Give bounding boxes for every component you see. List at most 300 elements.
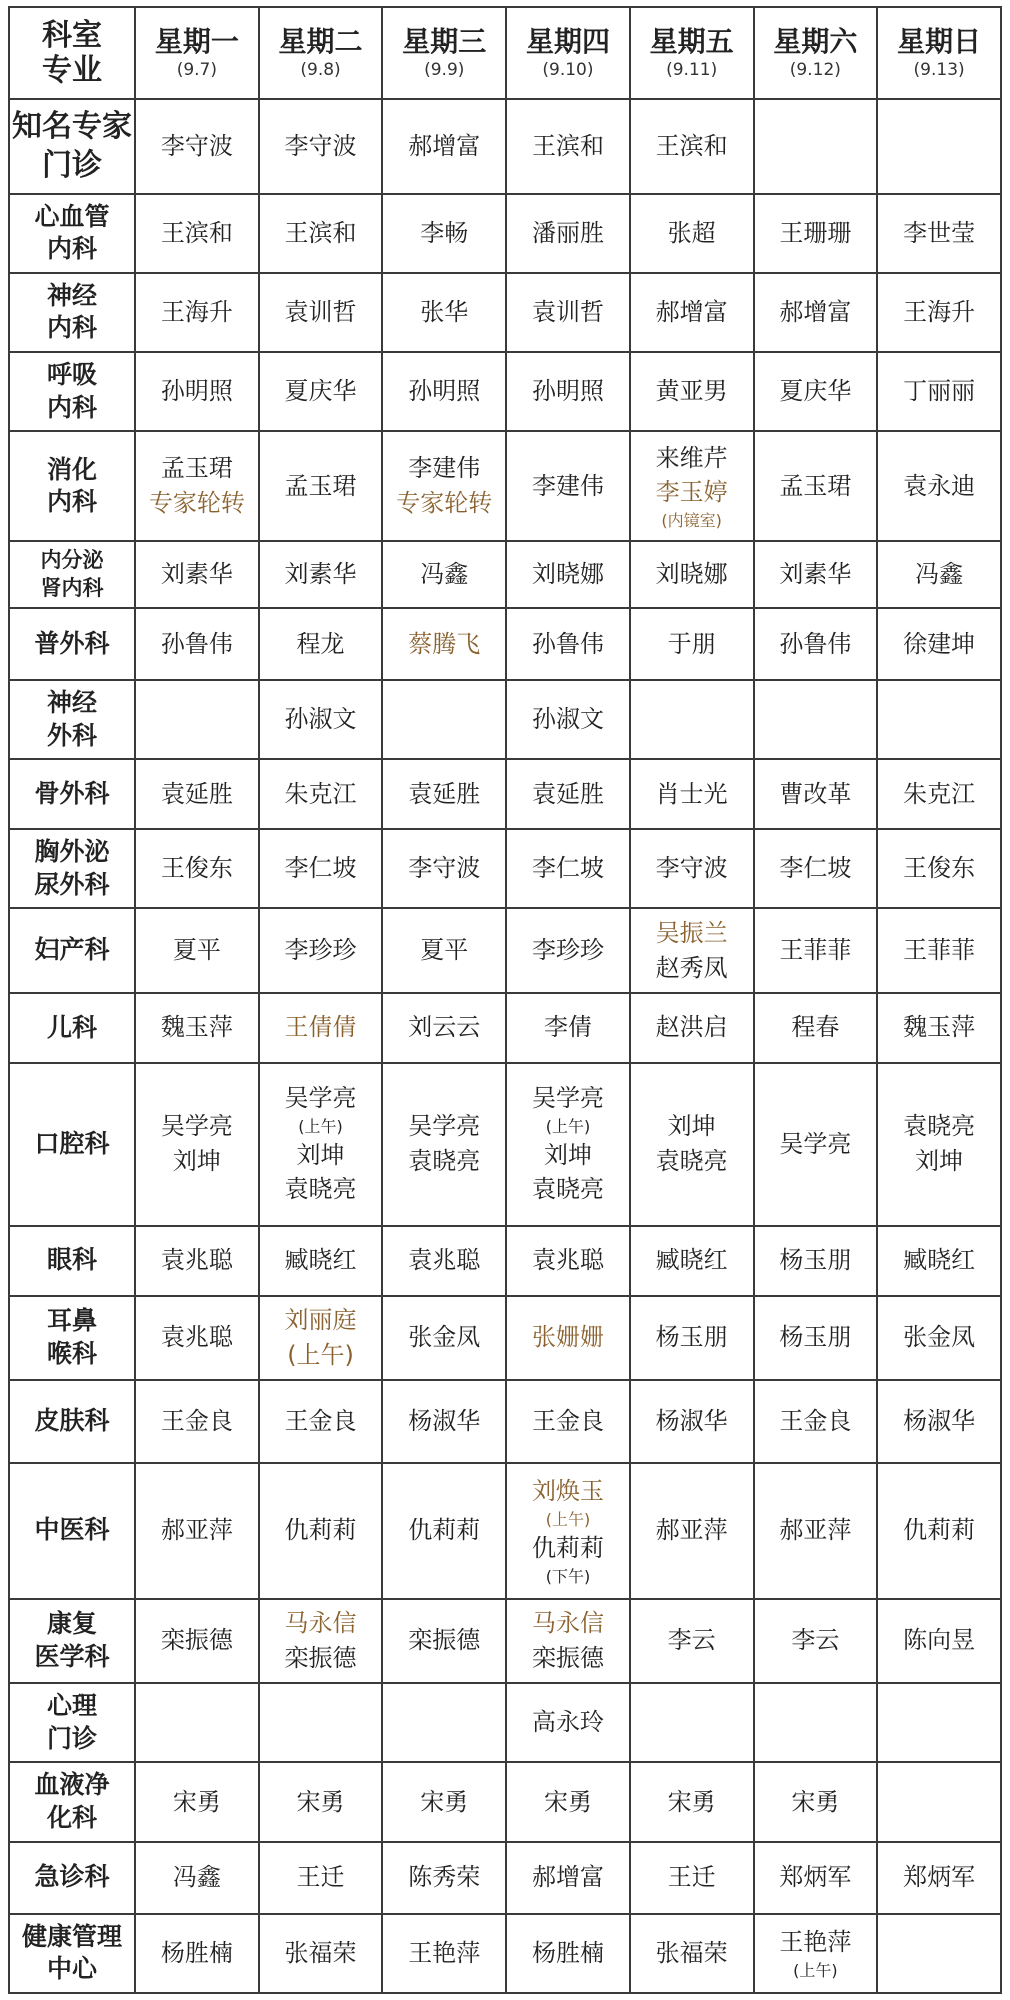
- doctor-name: 孙鲁伟: [779, 629, 852, 658]
- doctor-cell: [754, 829, 878, 908]
- doctor-cell: [506, 1914, 630, 1993]
- department-name: 门诊: [46, 1723, 97, 1753]
- doctor-cell: [630, 352, 754, 431]
- doctor-name: 张姗姗: [531, 1323, 604, 1352]
- doctor-cell: [754, 541, 878, 608]
- doctor-cell: [754, 608, 878, 680]
- doctor-cell: [259, 1380, 383, 1463]
- doctor-cell: [382, 352, 506, 431]
- doctor-cell: [754, 1914, 878, 1993]
- department-cell: [9, 431, 135, 541]
- table-row: [9, 1914, 1001, 1993]
- doctor-cell: [382, 759, 506, 829]
- day-header: [506, 7, 630, 99]
- doctor-name: 李玉婷: [655, 478, 728, 507]
- doctor-name: 吴学亮: [284, 1084, 357, 1113]
- doctor-name: 冯鑫: [915, 560, 964, 589]
- doctor-name: 肖士光: [655, 779, 728, 808]
- doctor-name: 郝增富: [779, 297, 852, 326]
- department-cell: [9, 1842, 135, 1914]
- department-cell: [9, 99, 135, 194]
- doctor-name: 冯鑫: [420, 560, 469, 589]
- doctor-cell: [877, 1914, 1001, 1993]
- department-cell: [9, 1599, 135, 1684]
- doctor-cell: [754, 908, 878, 993]
- doctor-name: 袁晓亮: [531, 1175, 604, 1204]
- doctor-name: 张福荣: [284, 1938, 357, 1967]
- doctor-cell: [877, 99, 1001, 194]
- doctor-cell: [382, 1463, 506, 1599]
- day-label: 星期五: [649, 25, 734, 59]
- doctor-name: 袁训哲: [531, 297, 604, 326]
- doctor-name: 魏玉萍: [903, 1013, 976, 1042]
- doctor-name: 袁兆聪: [160, 1246, 233, 1275]
- doctor-name: 袁晓亮: [903, 1112, 976, 1141]
- doctor-name: 郝亚萍: [779, 1516, 852, 1545]
- day-date: (9.13): [913, 60, 965, 81]
- department-name: 知名专家: [12, 109, 132, 145]
- time-note: (内镜室): [661, 511, 722, 531]
- doctor-name: 臧晓红: [284, 1246, 357, 1275]
- doctor-cell: [135, 1683, 259, 1762]
- table-row: [9, 99, 1001, 194]
- department-cell: [9, 608, 135, 680]
- corner-label-line-1: 科室: [42, 17, 102, 53]
- department-name: 内科: [46, 392, 97, 422]
- doctor-cell: [382, 1296, 506, 1381]
- doctor-name: 宋勇: [172, 1787, 221, 1816]
- day-header: [754, 7, 878, 99]
- department-name: 眼科: [46, 1245, 97, 1275]
- day-label: 星期四: [525, 25, 610, 59]
- doctor-cell: [135, 1842, 259, 1914]
- doctor-cell: [630, 1762, 754, 1841]
- doctor-cell: [506, 680, 630, 759]
- doctor-cell: [382, 908, 506, 993]
- doctor-name: 仇莉莉: [284, 1516, 357, 1545]
- doctor-name: 张华: [420, 297, 469, 326]
- doctor-name: 潘丽胜: [531, 218, 604, 247]
- table-row: [9, 1380, 1001, 1463]
- doctor-cell: [259, 1914, 383, 1993]
- doctor-cell: [877, 1599, 1001, 1684]
- doctor-name: 刘素华: [284, 560, 357, 589]
- doctor-name: 袁延胜: [408, 779, 481, 808]
- doctor-cell: [630, 829, 754, 908]
- doctor-name: 宋勇: [296, 1787, 345, 1816]
- doctor-cell: [754, 1599, 878, 1684]
- day-header: [877, 7, 1001, 99]
- doctor-cell: [382, 1683, 506, 1762]
- doctor-name: 刘云云: [408, 1013, 481, 1042]
- table-row: [9, 1842, 1001, 1914]
- doctor-name: 王金良: [779, 1407, 852, 1436]
- doctor-cell: [506, 541, 630, 608]
- doctor-name: 孙明照: [160, 377, 233, 406]
- doctor-cell: [259, 1762, 383, 1841]
- doctor-cell: [630, 1599, 754, 1684]
- doctor-cell: [877, 680, 1001, 759]
- doctor-cell: [382, 194, 506, 273]
- day-date: (9.10): [542, 60, 594, 81]
- doctor-name: 宋勇: [791, 1787, 840, 1816]
- doctor-name: 臧晓红: [903, 1246, 976, 1275]
- doctor-name: 王滨和: [531, 131, 604, 160]
- doctor-name: 孙明照: [408, 377, 481, 406]
- doctor-name: 刘坤: [543, 1140, 592, 1169]
- doctor-name: 王海升: [160, 297, 233, 326]
- department-cell: [9, 1762, 135, 1841]
- doctor-cell: [135, 99, 259, 194]
- department-name: 门诊: [42, 148, 102, 184]
- table-row: [9, 431, 1001, 541]
- doctor-name: 孙淑文: [531, 705, 604, 734]
- doctor-cell: [630, 1380, 754, 1463]
- department-cell: [9, 1380, 135, 1463]
- doctor-name: 李仁坡: [779, 854, 852, 883]
- doctor-cell: [259, 1463, 383, 1599]
- doctor-cell: [877, 1380, 1001, 1463]
- department-name: 内科: [46, 313, 97, 343]
- doctor-name: 袁兆聪: [531, 1246, 604, 1275]
- doctor-name: 李畅: [420, 218, 469, 247]
- doctor-name: 王金良: [531, 1407, 604, 1436]
- doctor-cell: [259, 759, 383, 829]
- doctor-name: 李云: [791, 1626, 840, 1655]
- doctor-cell: [506, 352, 630, 431]
- doctor-cell: [630, 908, 754, 993]
- department-name: 消化: [46, 454, 97, 484]
- doctor-cell: [135, 1463, 259, 1599]
- doctor-name: 杨玉朋: [655, 1323, 728, 1352]
- department-name: 骨外科: [34, 779, 110, 809]
- doctor-cell: [382, 1380, 506, 1463]
- doctor-cell: [506, 194, 630, 273]
- doctor-cell: [259, 993, 383, 1063]
- doctor-cell: [506, 273, 630, 352]
- doctor-name: 马永信: [284, 1609, 357, 1638]
- doctor-name: 李珍珍: [531, 936, 604, 965]
- doctor-cell: [877, 1842, 1001, 1914]
- doctor-name: 曹改革: [779, 779, 852, 808]
- doctor-name: 专家轮转: [148, 489, 245, 518]
- doctor-cell: [630, 99, 754, 194]
- department-name: 血液净: [34, 1770, 110, 1800]
- doctor-cell: [135, 1762, 259, 1841]
- doctor-name: 臧晓红: [655, 1246, 728, 1275]
- doctor-name: 王俊东: [160, 854, 233, 883]
- doctor-cell: [506, 1063, 630, 1226]
- doctor-name: 刘坤: [667, 1112, 716, 1141]
- doctor-cell: [259, 194, 383, 273]
- department-name: 心血管: [34, 201, 110, 231]
- day-header: [259, 7, 383, 99]
- doctor-cell: [135, 273, 259, 352]
- doctor-name: 杨淑华: [408, 1407, 481, 1436]
- department-name: 内分泌: [40, 548, 104, 573]
- doctor-name: 王滨和: [160, 218, 233, 247]
- doctor-name: 专家轮转: [396, 489, 493, 518]
- doctor-cell: [135, 194, 259, 273]
- table-row: [9, 273, 1001, 352]
- doctor-cell: [382, 1063, 506, 1226]
- doctor-cell: [877, 993, 1001, 1063]
- doctor-name: 杨玉朋: [779, 1323, 852, 1352]
- doctor-cell: [259, 608, 383, 680]
- day-header: [135, 7, 259, 99]
- doctor-cell: [506, 1683, 630, 1762]
- doctor-name: 李建伟: [408, 454, 481, 483]
- doctor-name: 郑炳军: [903, 1863, 976, 1892]
- doctor-cell: [259, 99, 383, 194]
- day-label: 星期六: [773, 25, 858, 59]
- doctor-cell: [630, 680, 754, 759]
- department-name: 皮肤科: [34, 1406, 110, 1436]
- doctor-name: 王菲菲: [779, 936, 852, 965]
- doctor-name: 袁兆聪: [408, 1246, 481, 1275]
- doctor-name: 程春: [791, 1013, 840, 1042]
- doctor-name: 黄亚男: [655, 377, 728, 406]
- doctor-cell: [382, 273, 506, 352]
- doctor-name: 栾振德: [408, 1626, 481, 1655]
- table-row: [9, 1683, 1001, 1762]
- doctor-name: 冯鑫: [172, 1863, 221, 1892]
- doctor-cell: [754, 99, 878, 194]
- doctor-cell: [506, 1296, 630, 1381]
- table-row: [9, 680, 1001, 759]
- department-name: 呼吸: [46, 360, 97, 390]
- table-row: [9, 1226, 1001, 1296]
- doctor-cell: [382, 541, 506, 608]
- doctor-cell: [135, 1599, 259, 1684]
- doctor-name: 郝增富: [531, 1863, 604, 1892]
- doctor-name: 王迁: [667, 1863, 716, 1892]
- doctor-cell: [877, 273, 1001, 352]
- doctor-cell: [135, 352, 259, 431]
- department-name: 外科: [46, 720, 97, 750]
- doctor-cell: [630, 1296, 754, 1381]
- doctor-name: 吴学亮: [531, 1084, 604, 1113]
- doctor-name: 王迁: [296, 1863, 345, 1892]
- doctor-name: 魏玉萍: [160, 1013, 233, 1042]
- doctor-name: 袁晓亮: [655, 1147, 728, 1176]
- doctor-name: 仇莉莉: [903, 1516, 976, 1545]
- doctor-cell: [877, 1063, 1001, 1226]
- doctor-name: 王金良: [160, 1407, 233, 1436]
- department-name: 喉科: [46, 1338, 97, 1368]
- doctor-name: 孙明照: [531, 377, 604, 406]
- doctor-cell: [630, 759, 754, 829]
- department-name: 耳鼻: [46, 1306, 97, 1336]
- time-note: (上午): [793, 1960, 838, 1980]
- doctor-cell: [877, 194, 1001, 273]
- doctor-cell: [754, 1463, 878, 1599]
- doctor-cell: [135, 1380, 259, 1463]
- department-name: 肾内科: [40, 575, 104, 600]
- department-cell: [9, 273, 135, 352]
- doctor-name: 夏平: [172, 936, 221, 965]
- doctor-cell: [382, 1914, 506, 1993]
- table-row: [9, 194, 1001, 273]
- doctor-cell: [259, 541, 383, 608]
- table-row: [9, 608, 1001, 680]
- doctor-name: 杨胜楠: [160, 1938, 233, 1967]
- doctor-cell: [754, 352, 878, 431]
- doctor-cell: [754, 759, 878, 829]
- doctor-cell: [259, 431, 383, 541]
- duty-schedule-table: [8, 6, 1002, 1994]
- department-cell: [9, 908, 135, 993]
- doctor-name: 王艳萍: [408, 1938, 481, 1967]
- doctor-cell: [506, 993, 630, 1063]
- doctor-cell: [382, 829, 506, 908]
- doctor-cell: [135, 1914, 259, 1993]
- table-row: [9, 1463, 1001, 1599]
- doctor-cell: [382, 608, 506, 680]
- corner-header: [9, 7, 135, 99]
- doctor-name: 李倩: [543, 1013, 592, 1042]
- doctor-name: 孙鲁伟: [531, 629, 604, 658]
- doctor-cell: [135, 608, 259, 680]
- department-name: 心理: [46, 1691, 97, 1721]
- department-cell: [9, 541, 135, 608]
- doctor-name: 朱克江: [284, 779, 357, 808]
- doctor-cell: [877, 759, 1001, 829]
- department-cell: [9, 829, 135, 908]
- table-row: [9, 993, 1001, 1063]
- doctor-cell: [382, 99, 506, 194]
- doctor-name: 于朋: [667, 629, 716, 658]
- doctor-cell: [630, 1842, 754, 1914]
- department-name: 神经: [46, 280, 97, 310]
- day-date: (9.9): [424, 60, 465, 81]
- doctor-cell: [506, 908, 630, 993]
- doctor-cell: [135, 759, 259, 829]
- doctor-name: 李珍珍: [284, 936, 357, 965]
- day-header: [630, 7, 754, 99]
- doctor-name: 刘焕玉: [531, 1477, 604, 1506]
- doctor-cell: [630, 1226, 754, 1296]
- doctor-name: 李云: [667, 1626, 716, 1655]
- doctor-name: 王滨和: [655, 131, 728, 160]
- day-date: (9.12): [789, 60, 841, 81]
- department-cell: [9, 993, 135, 1063]
- doctor-cell: [877, 431, 1001, 541]
- doctor-cell: [382, 1842, 506, 1914]
- department-name: 神经: [46, 688, 97, 718]
- doctor-name: 王海升: [903, 297, 976, 326]
- doctor-cell: [259, 829, 383, 908]
- doctor-name: 赵秀凤: [655, 953, 728, 982]
- doctor-name: 郝增富: [655, 297, 728, 326]
- doctor-name: 程龙: [296, 629, 345, 658]
- doctor-cell: [382, 1226, 506, 1296]
- doctor-name: 刘坤: [172, 1147, 221, 1176]
- doctor-name: 李守波: [655, 854, 728, 883]
- doctor-cell: [506, 1463, 630, 1599]
- doctor-cell: [259, 352, 383, 431]
- department-name: 内科: [46, 487, 97, 517]
- doctor-cell: [506, 608, 630, 680]
- doctor-name: 栾振德: [531, 1643, 604, 1672]
- day-date: (9.11): [666, 60, 718, 81]
- table-row: [9, 352, 1001, 431]
- doctor-name: 吴学亮: [779, 1129, 852, 1158]
- doctor-name: 孟玉珺: [779, 471, 852, 500]
- doctor-cell: [630, 1683, 754, 1762]
- doctor-name: 刘晓娜: [655, 560, 728, 589]
- doctor-cell: [754, 273, 878, 352]
- time-note: (上午): [545, 1510, 591, 1530]
- doctor-cell: [506, 1762, 630, 1841]
- doctor-name: 丁丽丽: [903, 377, 976, 406]
- doctor-cell: [382, 993, 506, 1063]
- day-label: 星期二: [278, 25, 363, 59]
- doctor-cell: [754, 680, 878, 759]
- doctor-name: 李守波: [408, 854, 481, 883]
- department-name: 康复: [46, 1609, 97, 1639]
- doctor-cell: [877, 1296, 1001, 1381]
- doctor-cell: [506, 759, 630, 829]
- doctor-name: 王珊珊: [779, 218, 852, 247]
- doctor-name: 蔡腾飞: [408, 629, 481, 658]
- doctor-name: 郝亚萍: [655, 1516, 728, 1545]
- doctor-cell: [382, 1762, 506, 1841]
- doctor-name: 张超: [667, 218, 716, 247]
- department-cell: [9, 352, 135, 431]
- doctor-cell: [630, 273, 754, 352]
- doctor-name: 王艳萍: [779, 1928, 852, 1957]
- day-label: 星期日: [897, 25, 982, 59]
- department-cell: [9, 759, 135, 829]
- doctor-name: 李守波: [160, 131, 233, 160]
- doctor-name: 王菲菲: [903, 936, 976, 965]
- doctor-name: 栾振德: [160, 1626, 233, 1655]
- doctor-name: 夏平: [420, 936, 469, 965]
- doctor-cell: [630, 993, 754, 1063]
- doctor-name: 李守波: [284, 131, 357, 160]
- table-row: [9, 541, 1001, 608]
- doctor-name: 袁晓亮: [408, 1147, 481, 1176]
- time-note: (上午): [545, 1117, 591, 1137]
- doctor-cell: [259, 680, 383, 759]
- table-row: [9, 829, 1001, 908]
- doctor-name: 张福荣: [655, 1938, 728, 1967]
- department-cell: [9, 194, 135, 273]
- doctor-name: 王倩倩: [284, 1013, 357, 1042]
- doctor-cell: [259, 908, 383, 993]
- doctor-name: 夏庆华: [779, 377, 852, 406]
- department-name: 尿外科: [34, 869, 110, 899]
- doctor-name: 杨玉朋: [779, 1246, 852, 1275]
- time-note: (下午): [545, 1566, 591, 1586]
- department-name: 中心: [46, 1954, 97, 1984]
- department-name: 健康管理: [21, 1921, 122, 1951]
- doctor-cell: [506, 829, 630, 908]
- doctor-name: 仇莉莉: [531, 1533, 604, 1562]
- schedule-body: [9, 99, 1001, 1993]
- department-name: 口腔科: [34, 1129, 110, 1158]
- department-cell: [9, 1914, 135, 1993]
- doctor-cell: [754, 1762, 878, 1841]
- corner-label-line-2: 专业: [42, 53, 102, 88]
- department-name: 妇产科: [34, 935, 110, 965]
- doctor-cell: [754, 194, 878, 273]
- doctor-cell: [754, 431, 878, 541]
- doctor-cell: [259, 273, 383, 352]
- doctor-name: 王滨和: [284, 218, 357, 247]
- department-cell: [9, 680, 135, 759]
